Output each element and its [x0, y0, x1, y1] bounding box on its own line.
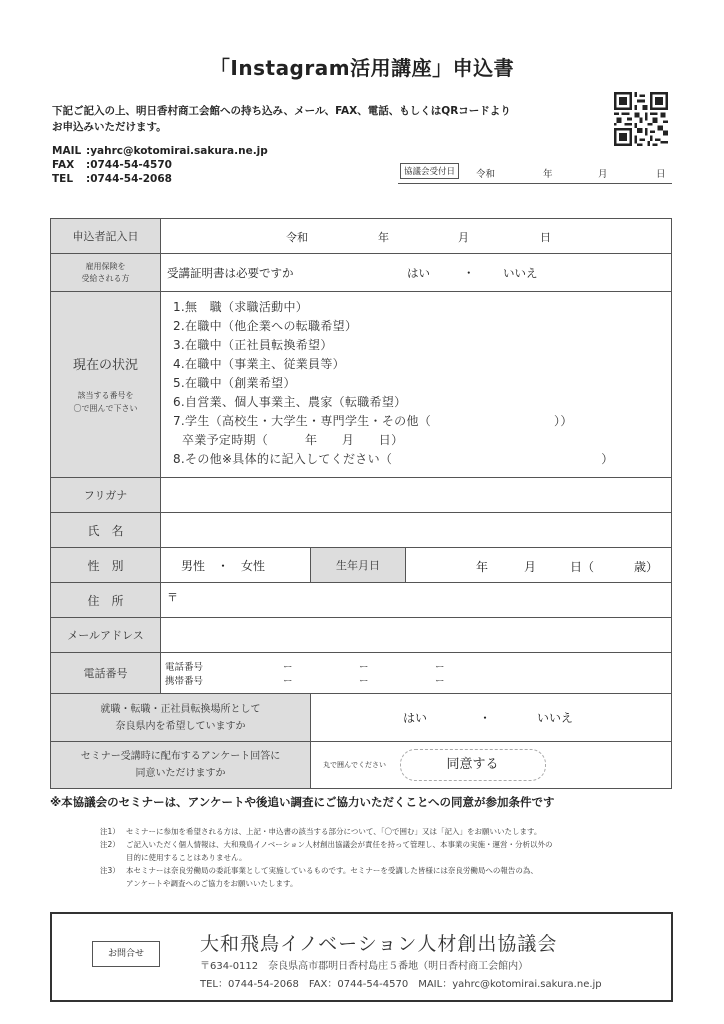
status-item-7[interactable]: 7.学生（高校生・大学生・専門学生・その他（ ））	[173, 414, 573, 428]
birth-label: 生年月日	[311, 548, 406, 583]
contact-info	[52, 144, 268, 186]
birth-day: 日（	[570, 560, 595, 574]
birth-month: 月	[524, 560, 537, 574]
cert-separator: ・	[463, 266, 475, 280]
organization-name: 大和飛鳥イノベーション人材創出協議会	[200, 933, 558, 955]
phone-dash-3: ー	[435, 662, 445, 673]
mobile-dash-3: ー	[435, 676, 445, 687]
mail-value[interactable]: :yahrc@kotomirai.sakura.ne.jp	[86, 145, 268, 157]
phone-dash-2: ー	[359, 662, 369, 673]
application-form-table	[50, 218, 672, 789]
intro-text	[52, 103, 612, 135]
phone-line-label: 電話番号	[165, 662, 204, 673]
cert-question: 受講証明書は必要ですか	[167, 266, 294, 280]
phone-dash-1: ー	[283, 662, 293, 673]
status-item-1[interactable]: 1.無 職（求職活動中）	[173, 300, 309, 314]
page-title: 「Instagram活用講座」申込書	[209, 56, 515, 80]
birth-field[interactable]	[406, 548, 672, 583]
note-3: 注3） 本セミナーは奈良労働局の委託事業として実施しているものです。セミナーを受講した皆様には奈良労働局への報告の為、	[100, 866, 538, 875]
participation-condition-note: ※本協議会のセミナーは、アンケートや後追い調査にご協力いただくことへの同意が参加条件です	[50, 795, 555, 809]
email-label: メールアドレス	[51, 618, 161, 653]
apply-month: 月	[458, 231, 469, 244]
survey-q-line-1: セミナー受講時に配布するアンケート回答に	[80, 751, 281, 762]
agree-option[interactable]: 同意する	[400, 749, 546, 781]
cert-question-cell	[161, 254, 672, 292]
status-item-4[interactable]: 4.在職中（事業主、従業員等）	[173, 357, 345, 371]
survey-question	[51, 742, 311, 789]
insurance-label-line-2: 受給される方	[81, 273, 130, 283]
survey-answer	[311, 742, 672, 789]
status-item-5[interactable]: 5.在職中（創業希望）	[173, 376, 296, 390]
qr-code-icon[interactable]	[614, 92, 668, 146]
apply-year: 年	[378, 231, 389, 244]
organization-address: 〒634-0112 奈良県高市郡明日香村島庄５番地（明日香村商工会館内）	[200, 961, 529, 972]
status-sub-1: 該当する番号を	[77, 391, 134, 400]
note-3-cont: アンケートや調査へのご協力をお願いいたします。	[126, 879, 298, 888]
notes-list	[100, 825, 660, 890]
address-field[interactable]	[161, 583, 672, 618]
furigana-label: フリガナ	[51, 478, 161, 513]
receipt-month: 月	[598, 169, 608, 180]
intro-line-1: 下記ご記入の上、明日香村商工会館への持ち込み、メール、FAX、電話、もしくはQRコードより	[52, 105, 511, 117]
mobile-line-label: 携帯番号	[165, 676, 204, 687]
apply-date-row	[51, 219, 672, 254]
mail-key: MAIL	[52, 145, 82, 157]
note-2: 注2） ご記入いただく個人情報は、大和飛鳥イノベーション人材創出協議会が責任を持って管理し、本事業の実施・運営・分析以外の	[100, 840, 553, 849]
survey-q-line-2: 同意いただけますか	[135, 768, 226, 779]
graduation-date[interactable]: 卒業予定時期（ 年 月 日）	[182, 433, 404, 447]
status-sub-2: 〇で囲んで下さい	[73, 404, 138, 413]
birth-year: 年	[476, 560, 489, 574]
survey-row	[51, 742, 672, 789]
furigana-row	[51, 478, 672, 513]
phone-field[interactable]	[161, 653, 672, 694]
name-row	[51, 513, 672, 548]
intro-line-2: お申込みいただけます。	[52, 121, 167, 133]
receipt-year: 年	[543, 169, 553, 180]
phone-label: 電話番号	[51, 653, 161, 694]
mobile-dash-2: ー	[359, 676, 369, 687]
fax-key: FAX	[52, 159, 75, 171]
gender-options[interactable]: 男性 ・ 女性	[161, 548, 311, 583]
apply-era: 令和	[286, 231, 308, 244]
circle-hint: 丸で囲んでください	[323, 761, 386, 769]
status-label	[51, 292, 161, 478]
apply-date-label: 申込者記入日	[51, 219, 161, 254]
job-separator: ・	[479, 711, 492, 725]
status-options[interactable]	[161, 292, 672, 478]
birth-age: 歳）	[634, 560, 659, 574]
cert-yes-option[interactable]: はい	[407, 266, 430, 280]
inquiry-label: お問合せ	[92, 941, 160, 967]
postal-mark: 〒	[167, 591, 178, 604]
status-item-6[interactable]: 6.自営業、個人事業主、農家（転職希望）	[173, 395, 407, 409]
note-1: 注1） セミナーに参加を希望される方は、上記・申込書の該当する部分について、「〇で囲む」又は「記入」をお願いいたします。	[100, 827, 542, 836]
status-title: 現在の状況	[72, 358, 138, 373]
tel-value: :0744-54-2068	[86, 173, 172, 185]
status-item-2[interactable]: 2.在職中（他企業への転職希望）	[173, 319, 358, 333]
job-q-line-2: 奈良県内を希望していますか	[115, 720, 246, 732]
note-2-cont: 目的に使用することはありません。	[126, 853, 247, 862]
email-row	[51, 618, 672, 653]
phone-row	[51, 653, 672, 694]
gender-label: 性 別	[51, 548, 161, 583]
email-field[interactable]	[161, 618, 672, 653]
job-no-option[interactable]: いいえ	[537, 711, 574, 725]
fax-value: :0744-54-4570	[86, 159, 172, 171]
apply-day: 日	[540, 231, 551, 244]
gender-birth-row	[51, 548, 672, 583]
insurance-row	[51, 254, 672, 292]
receipt-era: 令和	[476, 169, 496, 180]
name-label: 氏 名	[51, 513, 161, 548]
name-field[interactable]	[161, 513, 672, 548]
furigana-field[interactable]	[161, 478, 672, 513]
status-item-3[interactable]: 3.在職中（正社員転換希望）	[173, 338, 333, 352]
receipt-day: 日	[656, 169, 666, 180]
job-location-question	[51, 694, 311, 742]
tel-key: TEL	[52, 173, 74, 185]
address-row	[51, 583, 672, 618]
cert-no-option[interactable]: いいえ	[503, 266, 538, 280]
status-item-8[interactable]: 8.その他※具体的に記入してください（ ）	[173, 452, 614, 466]
apply-date-field[interactable]	[161, 219, 672, 254]
job-location-answer	[311, 694, 672, 742]
insurance-label-line-1: 雇用保険を	[85, 261, 126, 271]
job-yes-option[interactable]: はい	[403, 711, 428, 725]
mobile-dash-1: ー	[283, 676, 293, 687]
address-label: 住 所	[51, 583, 161, 618]
job-q-line-1: 就職・転職・正社員転換場所として	[100, 703, 261, 715]
job-location-row	[51, 694, 672, 742]
status-row	[51, 292, 672, 478]
receipt-label: 協議会受付日	[400, 163, 459, 179]
organization-contact-line: TEL：0744-54-2068 FAX：0744-54-4570 MAIL：yahrc@kotomirai.sakura.ne.jp	[200, 979, 602, 990]
insurance-label	[51, 254, 161, 292]
receipt-date-line	[398, 161, 672, 184]
